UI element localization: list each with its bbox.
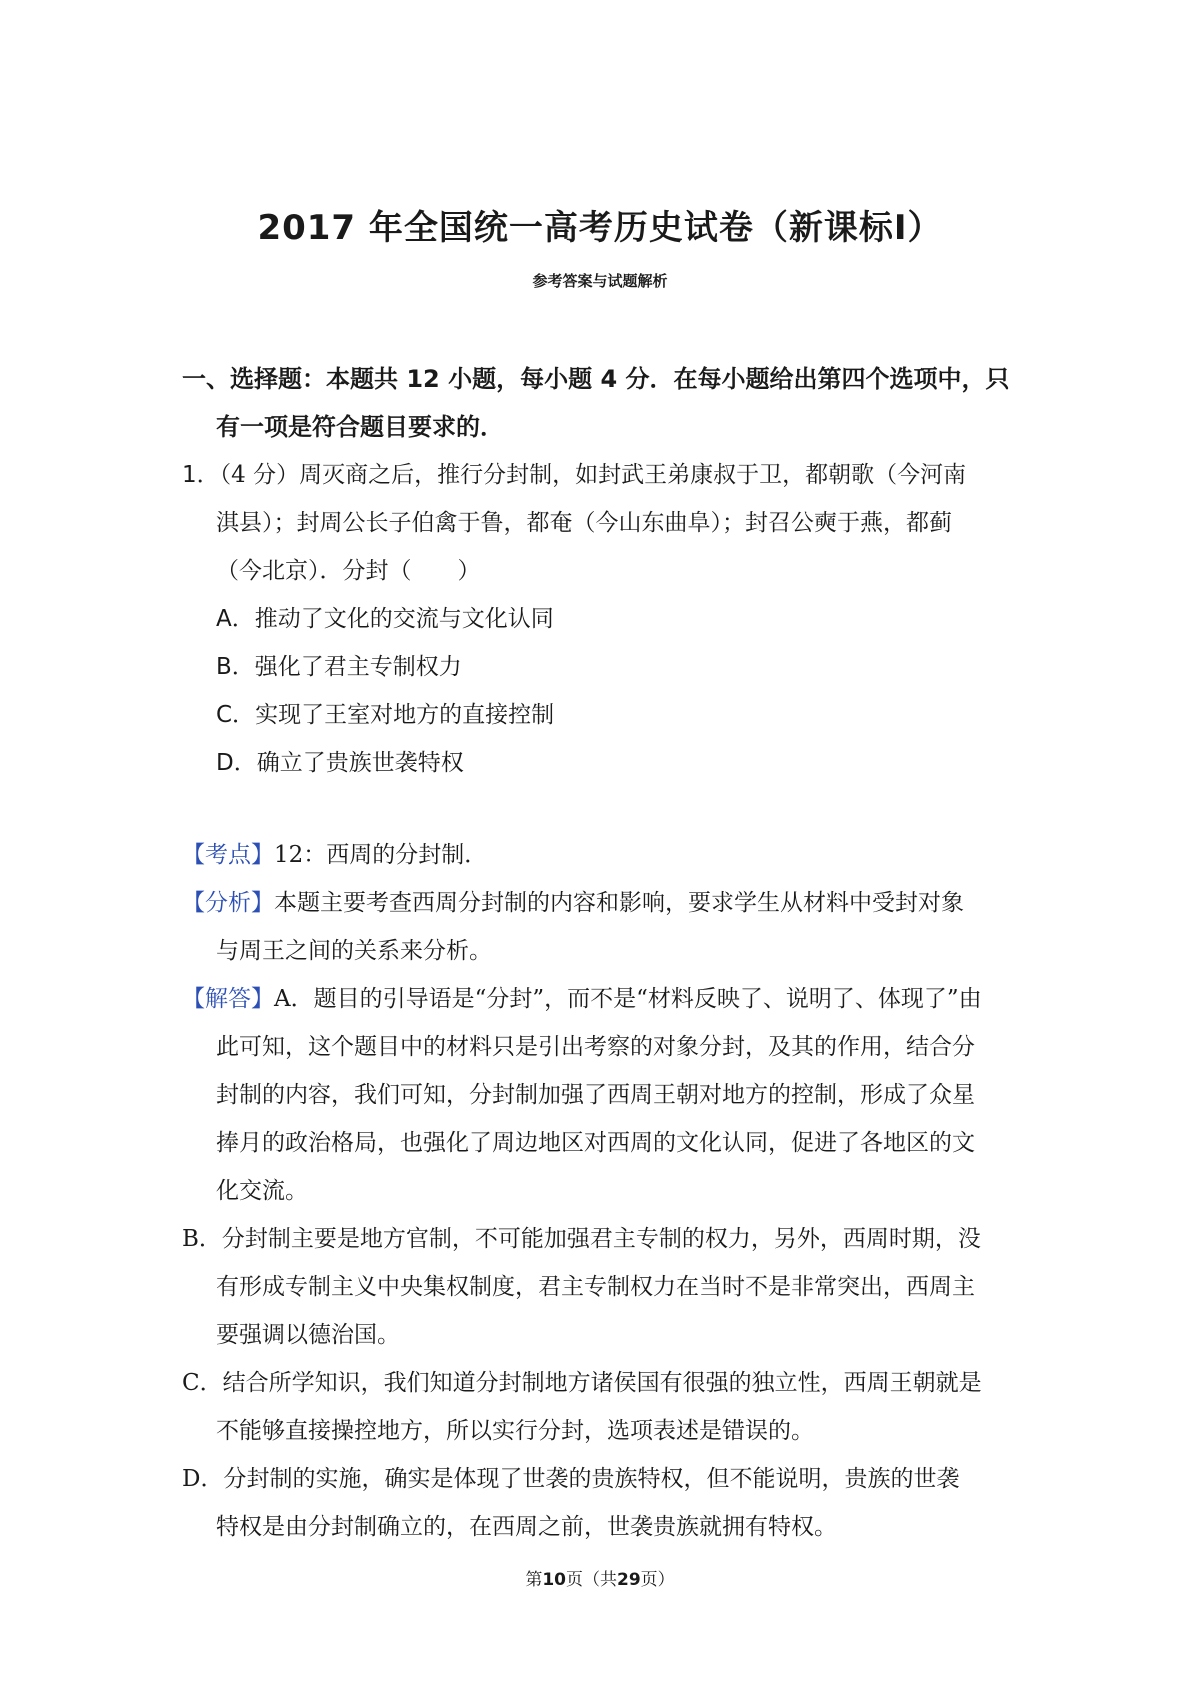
option-letter: C． <box>216 702 256 728</box>
option-letter: A． <box>216 606 255 632</box>
question-stem-text-1: （4 分）周灭商之后，推行分封制，如封武王弟康叔于卫，都朝歌（今河南 <box>219 462 967 488</box>
footer-suffix: 页） <box>640 1570 675 1590</box>
explain-b-line-1: B．分封制主要是地方官制，不可能加强君主专制的权力，另外，西周时期，没 <box>182 1226 981 1252</box>
fenxi-block <box>182 879 1022 975</box>
jieda-line-5: 化交流。 <box>216 1178 308 1204</box>
footer-page-number: 10 <box>542 1570 566 1590</box>
explain-b-block <box>182 1215 1022 1359</box>
explain-b-line-3: 要强调以德治国。 <box>216 1322 400 1348</box>
option-text: 实现了王室对地方的直接控制 <box>255 702 555 728</box>
fenxi-line-2: 与周王之间的关系来分析。 <box>216 938 492 964</box>
question-options <box>182 595 1022 787</box>
option-letter: D． <box>216 750 257 776</box>
option-a <box>216 595 1022 643</box>
explain-c-block <box>182 1359 1022 1455</box>
jieda-line-2: 此可知，这个题目中的材料只是引出考察的对象分封，及其的作用，结合分 <box>216 1034 975 1060</box>
kaodian-text: 12：西周的分封制． <box>274 842 488 868</box>
explain-d-line-1: D．分封制的实施，确实是体现了世袭的贵族特权，但不能说明，贵族的世袭 <box>182 1466 960 1492</box>
option-text: 确立了贵族世袭特权 <box>256 750 464 776</box>
question-stem-line-3: （今北京）．分封（ ） <box>216 558 481 584</box>
option-b <box>216 643 1022 691</box>
fenxi-line-1 <box>182 879 1022 927</box>
footer-prefix: 第 <box>525 1570 543 1590</box>
option-d <box>216 739 1022 787</box>
page-subtitle: 参考答案与试题解析 <box>532 272 668 290</box>
jieda-tag: 【解答】 <box>182 986 274 1012</box>
jieda-block <box>182 975 1022 1215</box>
footer-middle: 页（共 <box>566 1570 617 1590</box>
section-heading <box>182 355 1022 451</box>
question-stem-line-2: 淇县）；封周公长子伯禽于鲁，都奄（今山东曲阜）；封召公奭于燕，都蓟 <box>216 510 952 536</box>
page-footer <box>0 1565 1200 1590</box>
jieda-text-1: A．题目的引导语是“分封”，而不是“材料反映了、说明了、体现了”由 <box>274 986 982 1012</box>
jieda-line-1 <box>182 975 1022 1023</box>
kaodian-line <box>182 831 1022 879</box>
fenxi-tag: 【分析】 <box>182 890 274 916</box>
explain-c-line-1: C．结合所学知识，我们知道分封制地方诸侯国有很强的独立性，西周王朝就是 <box>182 1370 982 1396</box>
kaodian-block <box>182 831 1022 879</box>
page-title: 2017 年全国统一高考历史试卷（新课标Ⅰ） <box>257 208 943 248</box>
option-text: 推动了文化的交流与文化认同 <box>254 606 554 632</box>
jieda-line-4: 捧月的政治格局，也强化了周边地区对西周的文化认同，促进了各地区的文 <box>216 1130 975 1156</box>
question-1 <box>182 451 1022 787</box>
content-area <box>182 355 1022 1551</box>
explain-b-line-2: 有形成专制主义中央集权制度，君主专制权力在当时不是非常突出，西周主 <box>216 1274 975 1300</box>
option-letter: B． <box>216 654 255 680</box>
question-number: 1． <box>182 462 220 488</box>
option-text: 强化了君主专制权力 <box>254 654 462 680</box>
question-stem-line-1 <box>182 451 1022 499</box>
explain-d-block <box>182 1455 1022 1551</box>
explain-d-line-2: 特权是由分封制确立的，在西周之前，世袭贵族就拥有特权。 <box>216 1514 837 1540</box>
section-heading-line-2: 有一项是符合题目要求的． <box>216 413 504 441</box>
section-heading-line-1: 一、选择题：本题共 12 小题，每小题 4 分．在每小题给出第四个选项中，只 <box>182 365 1010 393</box>
explain-c-line-2: 不能够直接操控地方，所以实行分封，选项表述是错误的。 <box>216 1418 814 1444</box>
footer-total-pages: 29 <box>617 1570 641 1590</box>
kaodian-tag: 【考点】 <box>182 842 274 868</box>
spacer <box>182 787 1022 831</box>
option-c <box>216 691 1022 739</box>
jieda-line-3: 封制的内容，我们可知，分封制加强了西周王朝对地方的控制，形成了众星 <box>216 1082 975 1108</box>
fenxi-text-1: 本题主要考查西周分封制的内容和影响，要求学生从材料中受封对象 <box>274 890 964 916</box>
